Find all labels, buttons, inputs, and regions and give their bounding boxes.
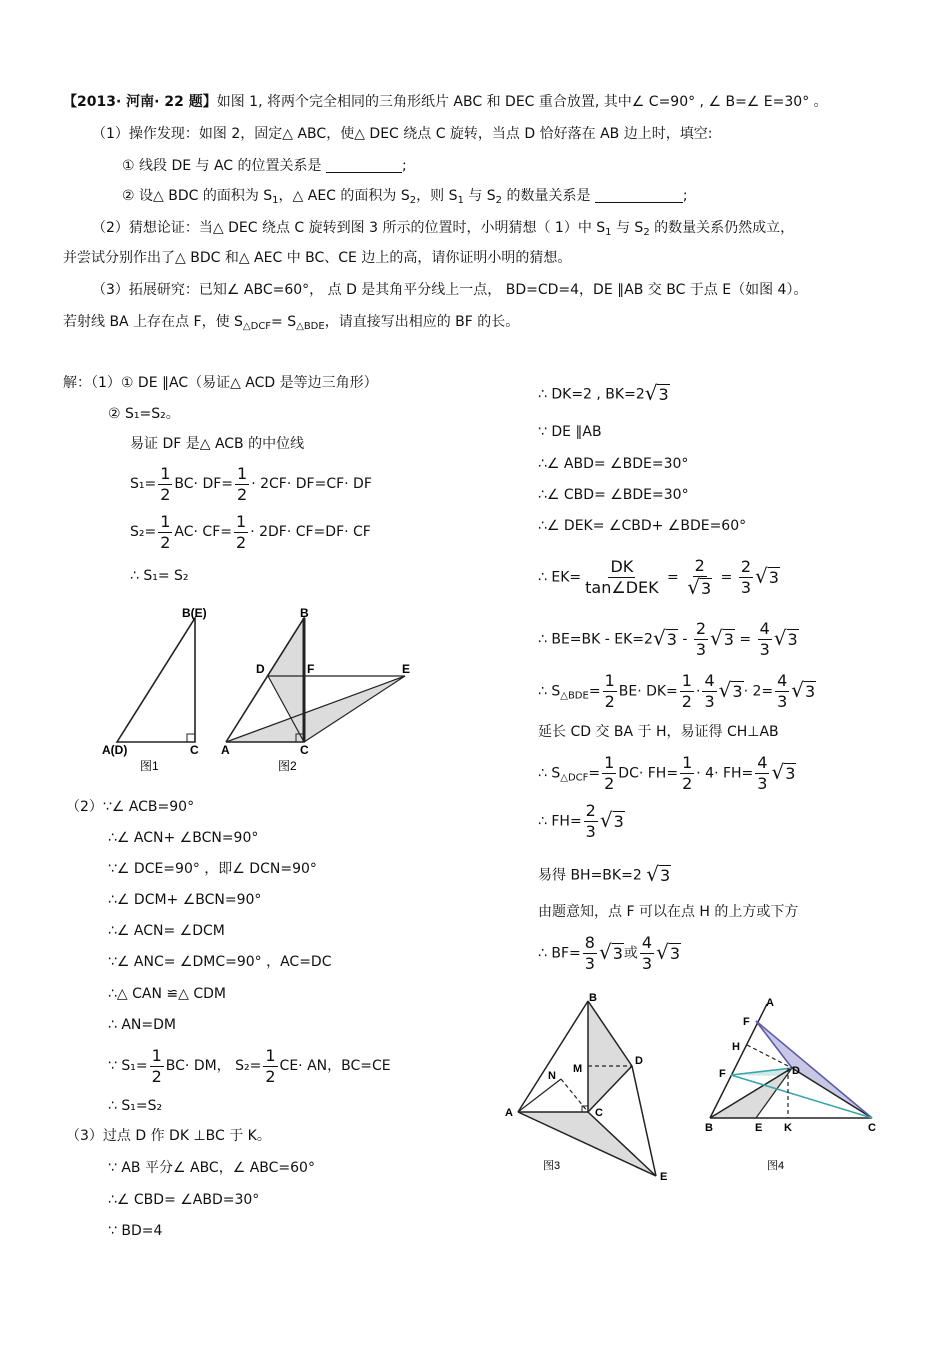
sol-2-4: ∴∠ DCM+ ∠BCN=90° [108,892,262,908]
problem-part1a: ① 线段 DE 与 AC 的位置关系是 ; [122,158,407,174]
sol-1-4: S₁= $\frac{1}{2}$ BC· DF= $\frac{1}{2}$ · 2CF· DF=CF· DF [130,463,372,504]
svg-text:F: F [743,1016,750,1028]
problem-part3-line2: 若射线 BA 上存在点 F，使 $S_{\triangle DCF}= S_{\triangle BDE}$，请直接写出相应的 BF 的长。 [63,314,520,332]
sol-1-6: ∴ S₁= S₂ [130,568,189,584]
svg-text:B: B [300,606,309,620]
sol-r-3: ∴∠ ABD= ∠BDE=30° [538,456,689,472]
fig1-label-top: B(E) [182,606,207,620]
sol-1-3: 易证 DF 是△ ACB 的中位线 [130,436,305,452]
fig4-caption: 图4 [767,1160,785,1172]
sol-2-7: ∴△ CAN ≌△ CDM [108,986,226,1002]
answer-blank-2 [595,188,683,203]
sol-3-2: ∵ AB 平分∠ ABC，∠ ABC=60° [108,1160,315,1176]
svg-text:E: E [402,662,411,676]
problem-part2-line2: 并尝试分别作出了△ BDC 和△ AEC 中 BC、CE 边上的高，请你证明小明的猜想。 [63,250,572,266]
figure-1 [100,600,230,780]
sol-r-4: ∴∠ CBD= ∠BDE=30° [538,487,689,503]
sol-r-13: 由题意知，点 F 可以在点 H 的上方或下方 [538,904,799,920]
svg-text:D: D [792,1065,800,1077]
sol-r-8: ∴ $S_{\triangle BDE}=$ $\frac{1}{2}$ BE· DK= $\frac{1}{2}$ · $\frac{4}{3}$ √3· 2= $\frac{4}{3}$ √3 [538,671,816,711]
sol-2-3: ∵∠ DCE=90° ，即∠ DCN=90° [108,861,317,877]
sol-r-7: ∴ BE=BK - EK=2√3 - $\frac{2}{3}$ √3 = $\frac{4}{3}$ √3 [538,619,798,659]
svg-text:A: A [766,997,774,1009]
sol-3-3: ∴∠ CBD= ∠ABD=30° [108,1192,260,1208]
sol-r-10: ∴ $S_{\triangle DCF}=$ $\frac{1}{2}$ DC· FH= $\frac{1}{2}$ · 4· FH= $\frac{4}{3}$ √3 [538,753,796,793]
svg-text:B: B [589,992,597,1004]
answer-blank-1 [326,158,402,173]
fig2-caption: 图2 [278,759,297,773]
sol-r-9: 延长 CD 交 BA 于 H，易证得 CH⊥AB [538,724,779,740]
svg-text:M: M [573,1063,583,1075]
svg-text:H: H [732,1041,740,1053]
svg-text:E: E [755,1122,763,1134]
sol-2-2: ∴∠ ACN+ ∠BCN=90° [108,830,259,846]
sol-r-1: ∴ DK=2 , BK=2√3 [538,381,669,405]
problem-part1: （1）操作发现：如图 2，固定△ ABC，使△ DEC 绕点 C 旋转，当点 D 恰好落在 AB 边上时，填空: [92,126,713,142]
problem-part1b: ② 设△ BDC 的面积为 $S_1$，△ AEC 的面积为 $S_2$，则 $S_1$ 与 $S_2$ 的数量关系是 ; [122,188,688,206]
svg-text:C: C [868,1122,876,1134]
figure-4 [700,990,890,1190]
svg-text:C: C [595,1107,603,1119]
sol-1-2: ② S₁=S₂。 [108,406,180,422]
svg-text:C: C [300,743,309,757]
sol-2-5: ∴∠ ACN= ∠DCM [108,923,225,939]
sol-r-5: ∴∠ DEK= ∠CBD+ ∠BDE=60° [538,518,747,534]
problem-part3-line1: （3）拓展研究：已知∠ ABC=60°， 点 D 是其角平分线上一点， BD=CD=4，DE ∥AB 交 BC 于点 E（如图 4）。 [92,282,808,298]
sol-r-2: ∵ DE ∥AB [538,424,602,440]
problem-part2-line1: （2）猜想论证：当△ DEC 绕点 C 旋转到图 3 所示的位置时，小明猜想（ 1）中 $S_1$ 与 $S_2$ 的数量关系仍然成立， [92,220,795,238]
svg-text:E: E [660,1171,668,1183]
figure-3 [500,990,680,1190]
svg-text:F: F [307,662,315,676]
sol-3-4: ∵ BD=4 [108,1223,163,1239]
svg-text:A: A [505,1107,513,1119]
svg-text:F: F [719,1068,726,1080]
figure-2 [215,600,430,780]
svg-text:B: B [705,1122,713,1134]
fig1-label-left: A(D) [102,743,128,757]
fig1-label-right: C [190,743,199,757]
sol-r-12: 易得 BH=BK=2 √3 [538,862,671,886]
fig3-caption: 图3 [543,1160,561,1172]
sol-r-14: ∴ BF= $\frac{8}{3}$ √3或 $\frac{4}{3}$ √3 [538,933,680,973]
sol-1-5: S₂= $\frac{1}{2}$ AC· CF= $\frac{1}{2}$ · 2DF· CF=DF· CF [130,511,371,552]
sol-3-1: （3）过点 D 作 DK ⊥BC 于 K。 [66,1128,271,1144]
sol-r-11: ∴ FH= $\frac{2}{3}$ √3 [538,801,624,841]
sol-2-9: ∵ S₁= $\frac{1}{2}$ BC· DM， S₂= $\frac{1}{2}$ CE· AN，BC=CE [108,1045,391,1086]
problem-intro: 【2013· 河南· 22 题】如图 1, 将两个完全相同的三角形纸片 ABC 和 DEC 重合放置, 其中∠ C=90° , ∠ B=∠ E=30° 。 [63,94,828,110]
svg-text:K: K [784,1122,792,1134]
sol-2-1: （2）∵∠ ACB=90° [66,799,195,815]
svg-text:N: N [548,1070,556,1082]
svg-text:A: A [221,743,230,757]
svg-text:D: D [256,662,265,676]
svg-text:D: D [635,1055,643,1067]
fig1-caption: 图1 [140,759,159,773]
sol-2-6: ∵∠ ANC= ∠DMC=90° ，AC=DC [108,954,332,970]
sol-2-10: ∴ S₁=S₂ [108,1098,163,1114]
sol-1-1: 解：（1）① DE ∥AC（易证△ ACD 是等边三角形） [63,375,378,391]
sol-2-8: ∴ AN=DM [108,1017,176,1033]
sol-r-6: ∴ EK= $\frac{DK}{\text{tan∠DEK}}$ = $\frac{2}{√3}$ = $\frac{2}{3}$ √3 [538,556,779,599]
